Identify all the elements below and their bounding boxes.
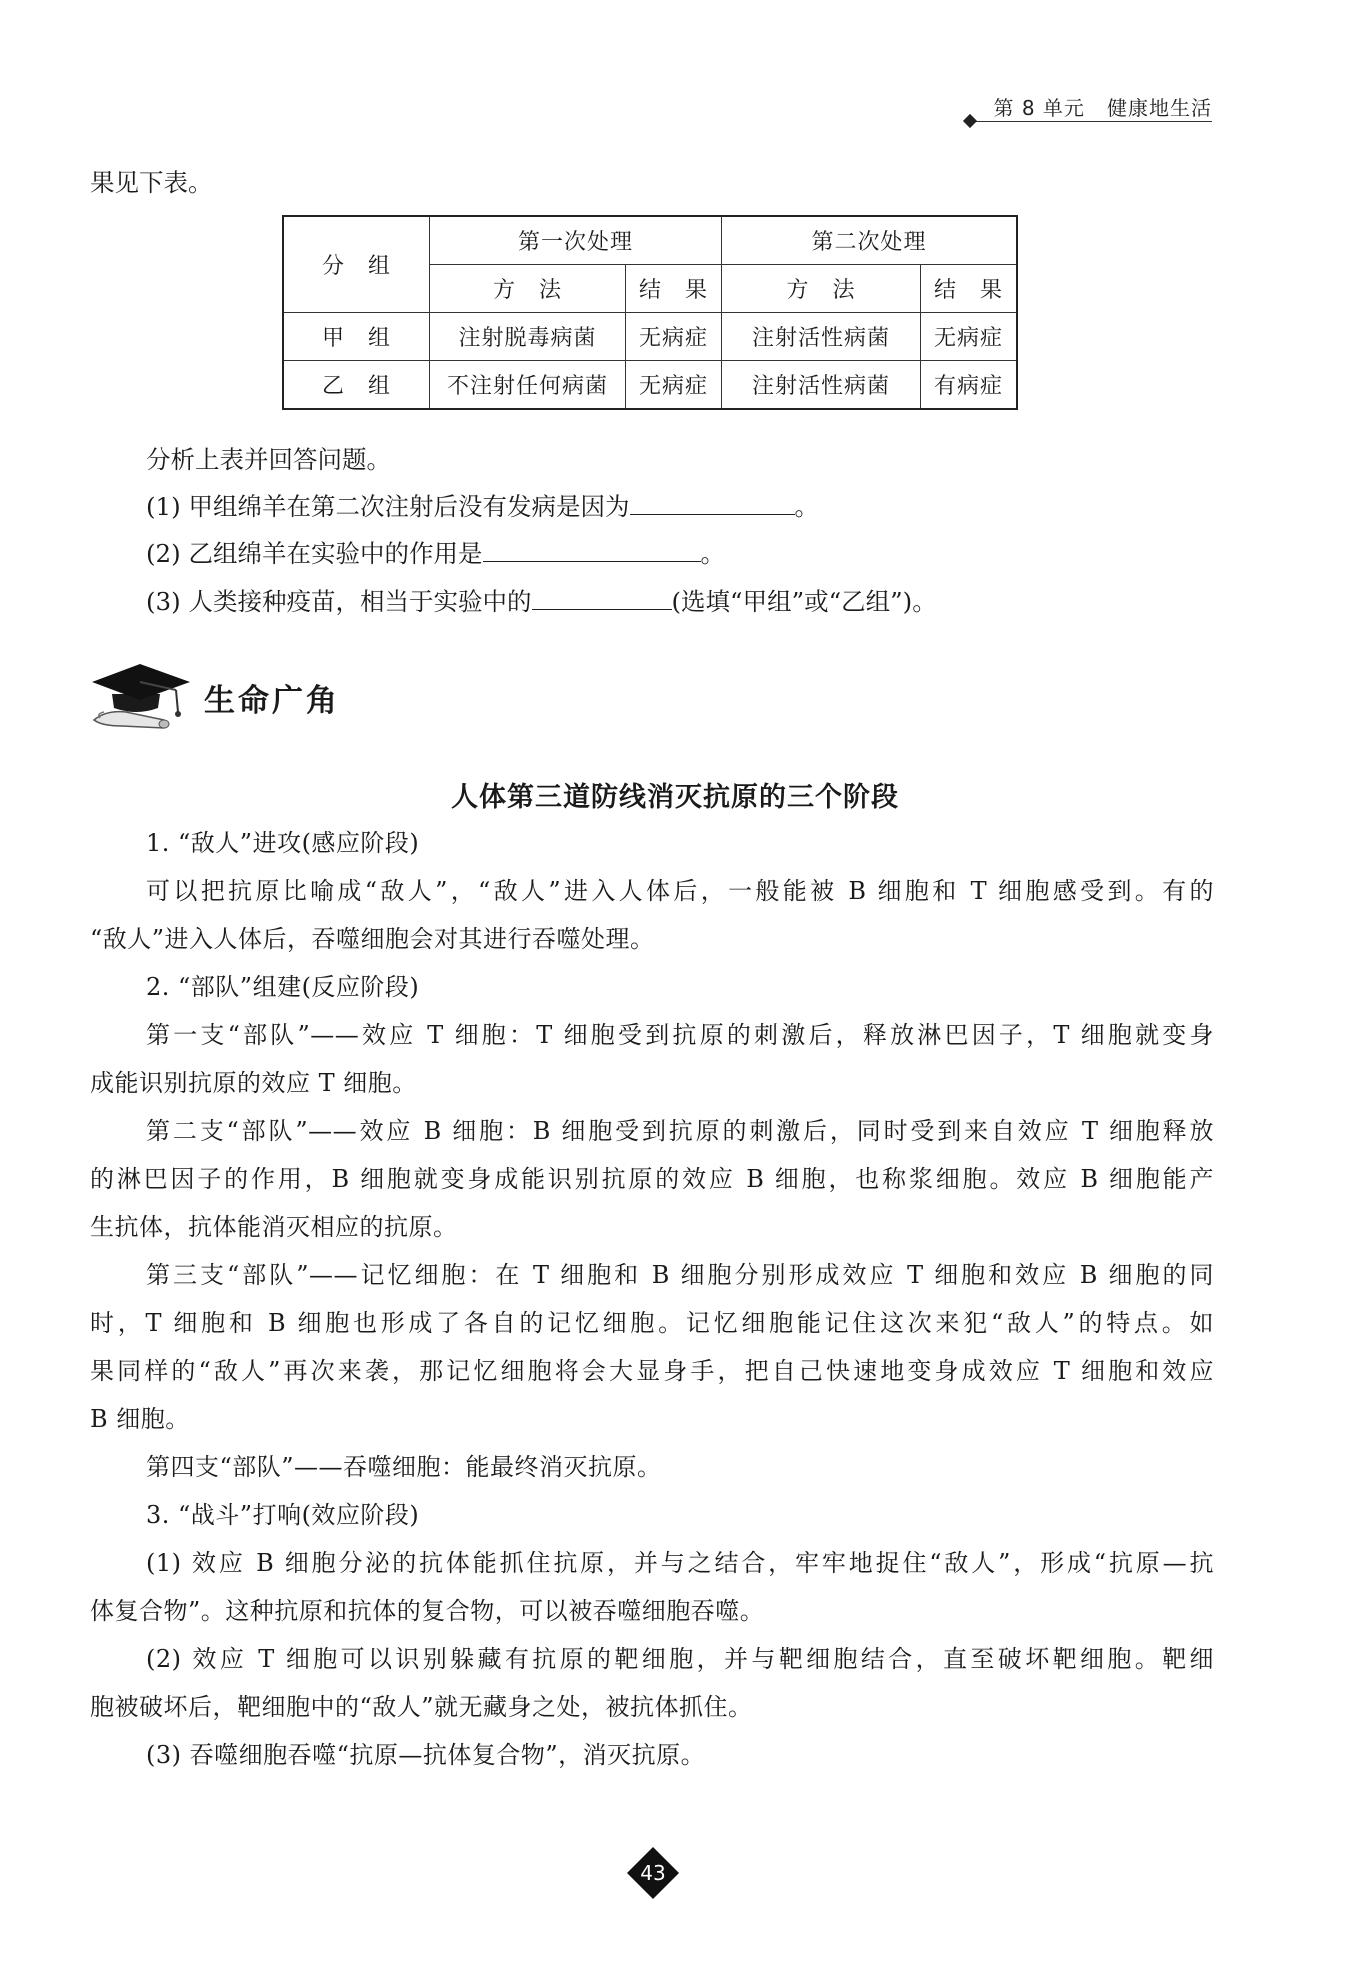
paragraph-line: “敌人”进入人体后，吞噬细胞会对其进行吞噬处理。 (90, 925, 655, 953)
page-number-badge (625, 1845, 681, 1901)
table-cell: 无病症 (626, 313, 722, 361)
table-cell: 不注射任何病菌 (430, 361, 626, 410)
question-2-end: 。 (700, 539, 725, 568)
table-cell: 甲 组 (283, 313, 430, 361)
question-2 (146, 537, 725, 571)
table-cell: 注射活性病菌 (722, 361, 921, 410)
header-rule (972, 121, 1212, 122)
paragraph-line: 可以把抗原比喻成“敌人”，“敌人”进入人体后，一般能被 B 细胞和 T 细胞感受到。有的 (146, 877, 1214, 905)
unit-title: 健康地生活 (1107, 96, 1212, 120)
paragraph-line: 第二支“部队”——效应 B 细胞：B 细胞受到抗原的刺激后，同时受到来自效应 T 细胞释放 (146, 1117, 1214, 1145)
paragraph-line: 成能识别抗原的效应 T 细胞。 (90, 1069, 417, 1097)
paragraph-line: 第四支“部队”——吞噬细胞：能最终消灭抗原。 (146, 1453, 662, 1481)
graduation-cap-icon (86, 654, 196, 734)
table-row (283, 361, 1017, 410)
paragraph-line: 果同样的“敌人”再次来袭，那记忆细胞将会大显身手，把自己快速地变身成效应 T 细胞和效应 (90, 1357, 1214, 1385)
result-header: 结 果 (921, 265, 1018, 313)
first-treatment-header: 第一次处理 (430, 216, 722, 265)
question-3 (146, 585, 937, 619)
question-2-text: (2) 乙组绵羊在实验中的作用是 (146, 539, 483, 568)
stage-heading: 1. “敌人”进攻(感应阶段) (146, 829, 420, 857)
table-cell: 乙 组 (283, 361, 430, 410)
table-cell: 无病症 (921, 313, 1018, 361)
second-treatment-header: 第二次处理 (722, 216, 1018, 265)
question-1-text: (1) 甲组绵羊在第二次注射后没有发病是因为 (146, 492, 630, 521)
running-header (993, 92, 1212, 121)
method-header: 方 法 (722, 265, 921, 313)
paragraph-line: 第一支“部队”——效应 T 细胞：T 细胞受到抗原的刺激后，释放淋巴因子，T 细胞就变身 (146, 1021, 1214, 1049)
answer-blank-2[interactable] (483, 537, 701, 562)
table-cell: 注射脱毒病菌 (430, 313, 626, 361)
header-diamond-icon (963, 114, 977, 128)
answer-blank-3[interactable] (532, 585, 672, 610)
table-cell: 无病症 (626, 361, 722, 410)
paragraph-line: 生抗体，抗体能消灭相应的抗原。 (90, 1213, 458, 1241)
stage-heading: 2. “部队”组建(反应阶段) (146, 973, 420, 1001)
group-header: 分 组 (283, 216, 430, 313)
method-header: 方 法 (430, 265, 626, 313)
question-1 (146, 490, 819, 524)
paragraph-line: 时，T 细胞和 B 细胞也形成了各自的记忆细胞。记忆细胞能记住这次来犯“敌人”的特点。如 (90, 1309, 1214, 1337)
paragraph-line: 胞被破坏后，靶细胞中的“敌人”就无藏身之处，被抗体抓住。 (90, 1693, 753, 1721)
page-number: 43 (640, 1861, 666, 1885)
table-cell: 注射活性病菌 (722, 313, 921, 361)
intro-line: 果见下表。 (90, 168, 213, 197)
paragraph-line: (1) 效应 B 细胞分泌的抗体能抓住抗原，并与之结合，牢牢地捉住“敌人”，形成“抗原—抗 (146, 1549, 1214, 1577)
result-header: 结 果 (626, 265, 722, 313)
paragraph-line: (2) 效应 T 细胞可以识别躲藏有抗原的靶细胞，并与靶细胞结合，直至破坏靶细胞。靶细 (146, 1645, 1214, 1673)
paragraph-line: (3) 吞噬细胞吞噬“抗原—抗体复合物”，消灭抗原。 (146, 1741, 706, 1769)
paragraph-line: B 细胞。 (90, 1405, 190, 1433)
paragraph-line: 的淋巴因子的作用，B 细胞就变身成能识别抗原的效应 B 细胞，也称浆细胞。效应 B 细胞能产 (90, 1165, 1214, 1193)
paragraph-line: 第三支“部队”——记忆细胞：在 T 细胞和 B 细胞分别形成效应 T 细胞和效应 B 细胞的同 (146, 1261, 1214, 1289)
section-title: 生命广角 (204, 683, 340, 719)
unit-label: 第 8 单元 (993, 96, 1085, 120)
questions-lead: 分析上表并回答问题。 (146, 445, 391, 474)
experiment-table (282, 215, 1018, 410)
paragraph-line: 体复合物”。这种抗原和抗体的复合物，可以被吞噬细胞吞噬。 (90, 1597, 765, 1625)
question-3-text: (3) 人类接种疫苗，相当于实验中的 (146, 587, 532, 616)
article-title: 人体第三道防线消灭抗原的三个阶段 (451, 782, 899, 813)
table-cell: 有病症 (921, 361, 1018, 410)
answer-blank-1[interactable] (630, 490, 795, 515)
question-1-end: 。 (794, 492, 819, 521)
table-row (283, 313, 1017, 361)
stage-heading: 3. “战斗”打响(效应阶段) (146, 1501, 420, 1529)
question-3-end: (选填“甲组”或“乙组”)。 (671, 587, 937, 616)
